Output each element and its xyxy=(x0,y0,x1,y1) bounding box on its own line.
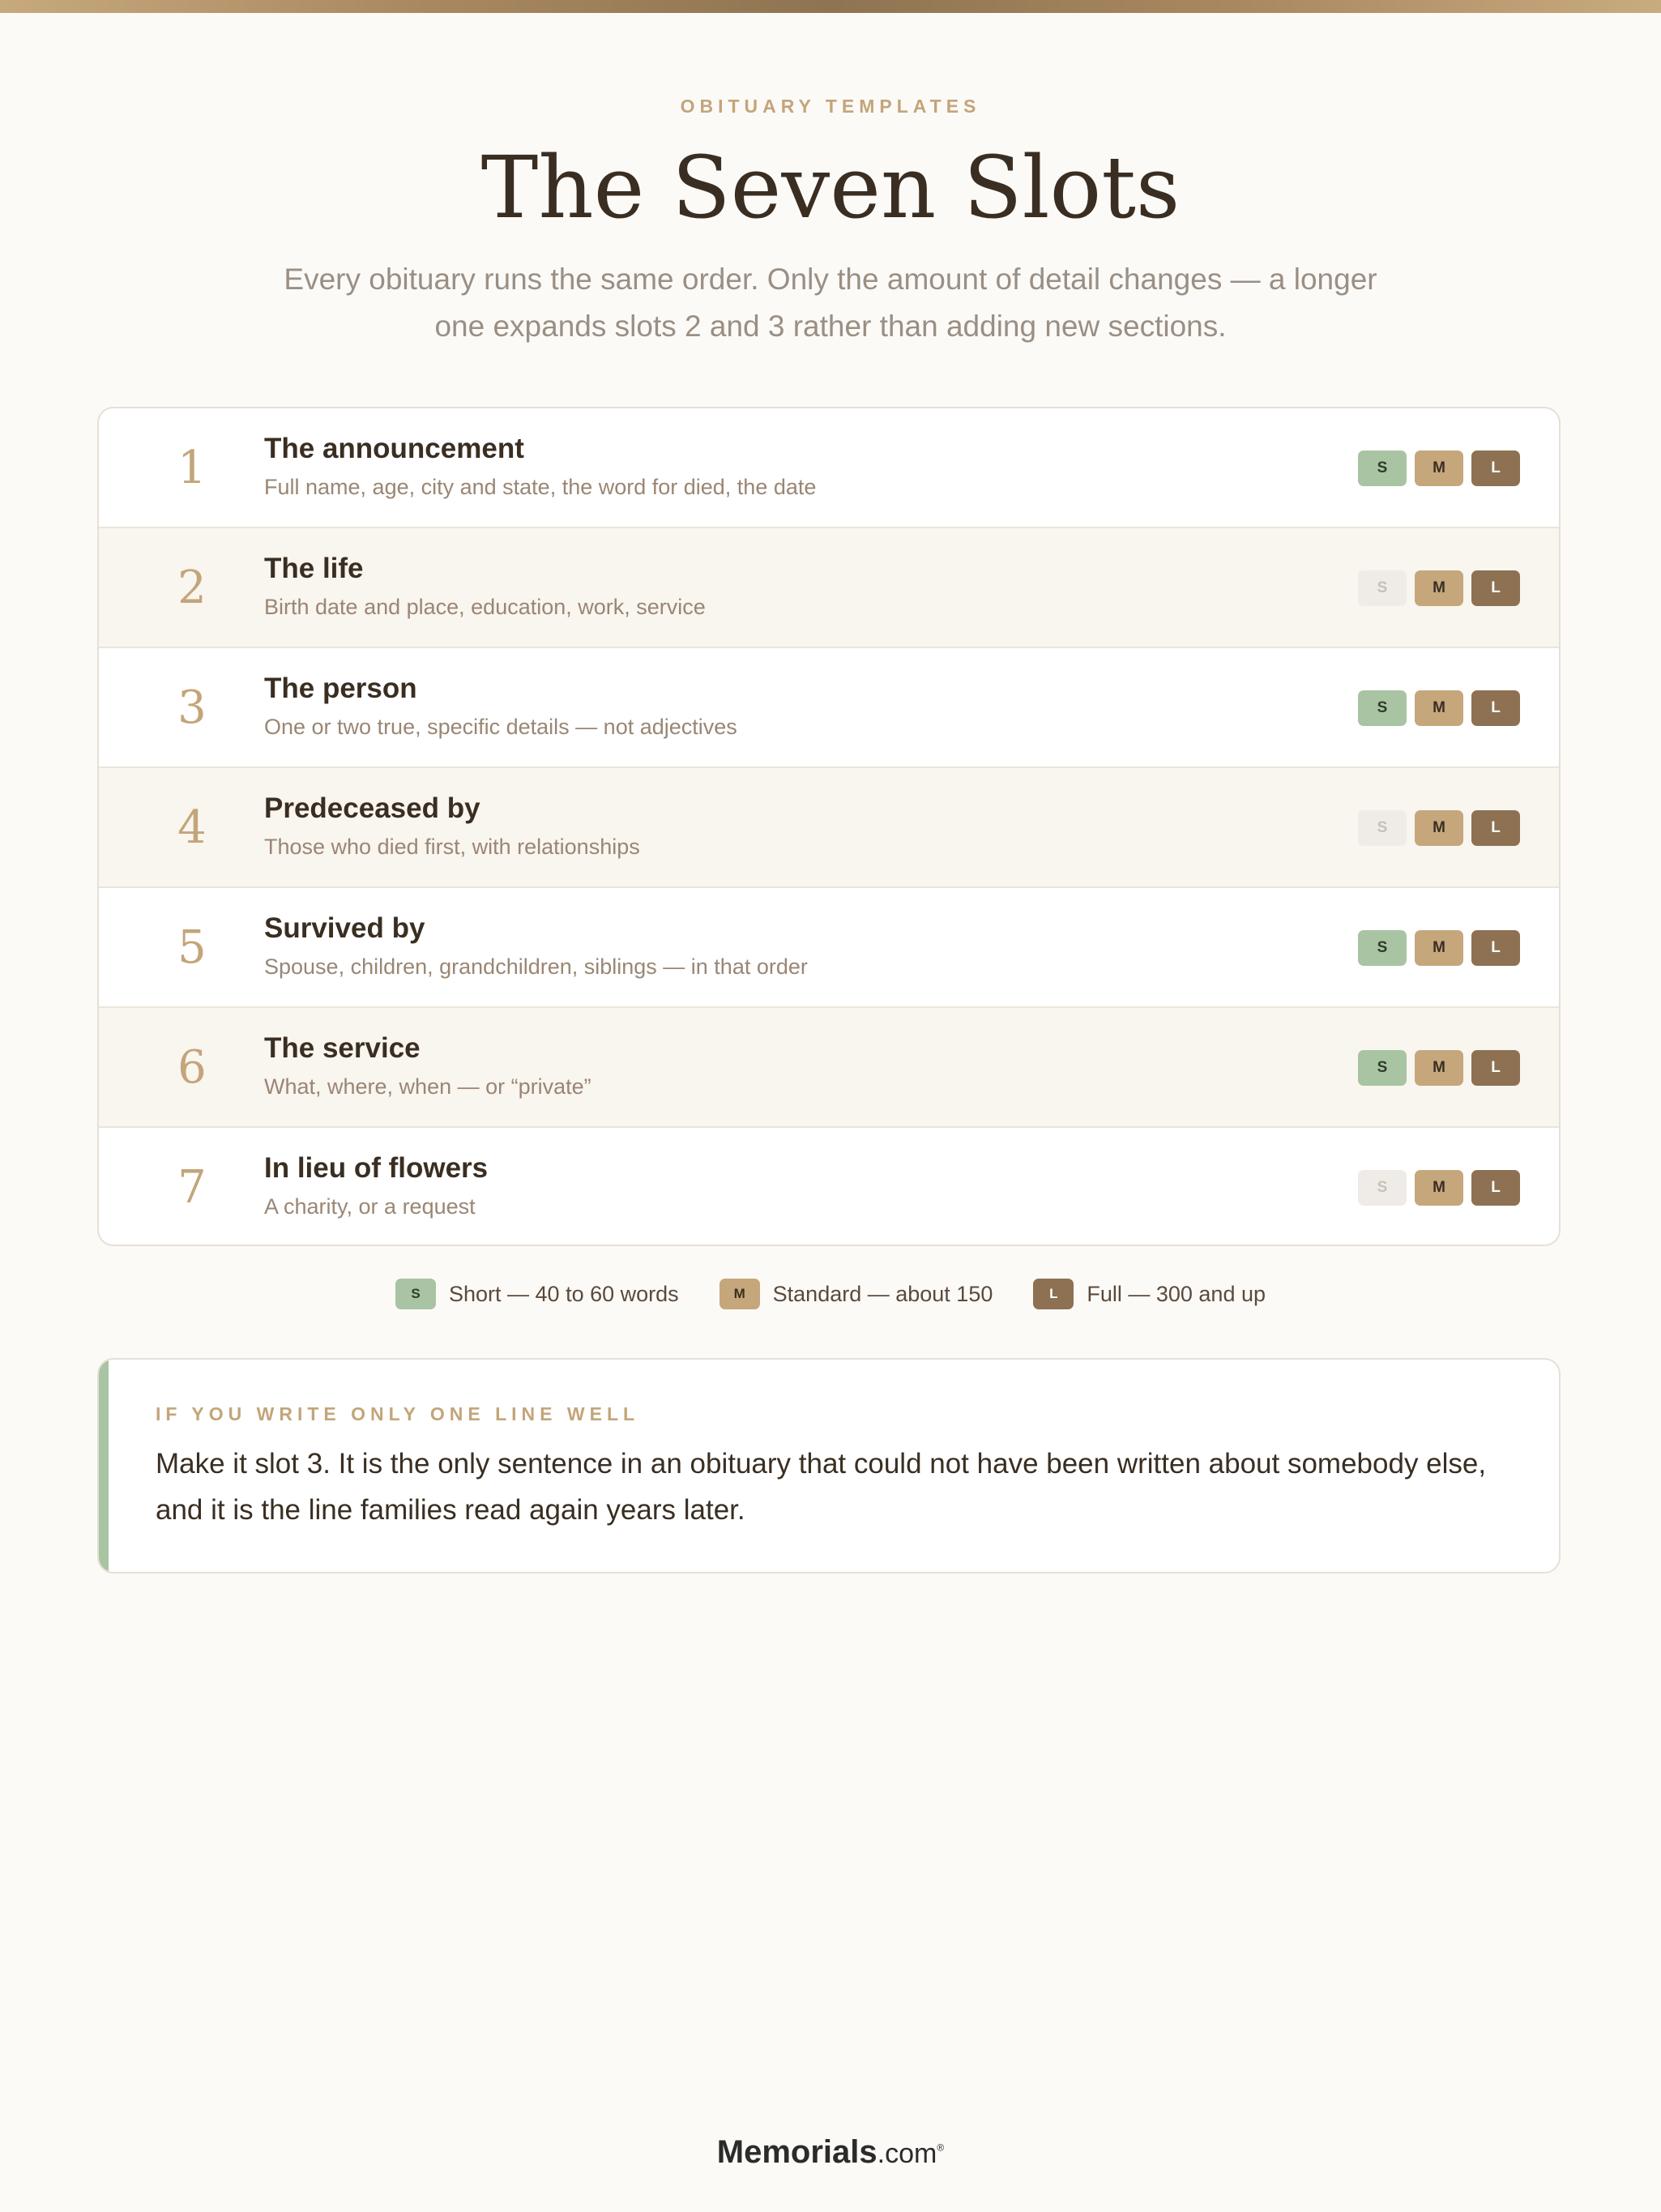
length-badges xyxy=(1358,1050,1520,1086)
length-badges xyxy=(1358,810,1520,846)
callout-label: IF YOU WRITE ONLY ONE LINE WELL xyxy=(156,1403,640,1424)
memorials-logo[interactable] xyxy=(0,2134,1661,2171)
legend-item-short xyxy=(395,1279,679,1309)
full-badge: L xyxy=(1471,570,1520,606)
length-legend xyxy=(0,1279,1661,1309)
slot-title: The announcement xyxy=(264,433,524,464)
length-badges xyxy=(1358,451,1520,486)
legend-item-full xyxy=(1033,1279,1266,1309)
slots-table xyxy=(97,407,1561,1246)
slot-number: 5 xyxy=(177,921,207,974)
slot-row xyxy=(99,768,1559,888)
legend-item-standard xyxy=(719,1279,993,1309)
length-badges xyxy=(1358,930,1520,966)
slot-row xyxy=(99,528,1559,648)
slot-row xyxy=(99,408,1559,528)
length-badges xyxy=(1358,690,1520,726)
slot-row xyxy=(99,648,1559,768)
short-badge: S xyxy=(1358,451,1407,486)
legend-label: Short — 40 to 60 words xyxy=(449,1281,679,1306)
standard-badge: M xyxy=(1415,930,1463,966)
full-badge: L xyxy=(1471,930,1520,966)
short-badge: S xyxy=(1358,1170,1407,1206)
standard-badge: M xyxy=(1415,451,1463,486)
short-badge: S xyxy=(395,1279,436,1309)
slot-row xyxy=(99,888,1559,1008)
standard-badge: M xyxy=(1415,1170,1463,1206)
full-badge: L xyxy=(1471,1050,1520,1086)
legend-label: Standard — about 150 xyxy=(772,1281,993,1306)
slot-title: The life xyxy=(264,553,364,584)
slot-title: The service xyxy=(264,1032,421,1064)
slot-description: Those who died first, with relationships xyxy=(264,835,640,859)
slot-description: Spouse, children, grandchildren, siblings — in that order xyxy=(264,954,808,979)
short-badge: S xyxy=(1358,810,1407,846)
full-badge: L xyxy=(1471,690,1520,726)
short-badge: S xyxy=(1358,690,1407,726)
short-badge: S xyxy=(1358,930,1407,966)
logo-main: Memorials xyxy=(716,2134,877,2170)
logo-suffix: .com xyxy=(877,2138,937,2169)
short-badge: S xyxy=(1358,570,1407,606)
length-badges xyxy=(1358,1170,1520,1206)
slot-description: One or two true, specific details — not adjectives xyxy=(264,715,737,739)
standard-badge: M xyxy=(719,1279,760,1309)
standard-badge: M xyxy=(1415,690,1463,726)
slot-title: Predeceased by xyxy=(264,792,480,824)
standard-badge: M xyxy=(1415,570,1463,606)
callout-text: Make it slot 3. It is the only sentence in an obituary that could not have been written about somebody else, and it is the line families read again years later. xyxy=(156,1448,1487,1526)
standard-badge: M xyxy=(1415,1050,1463,1086)
slot-description: Birth date and place, education, work, service xyxy=(264,595,706,619)
slot-title: In lieu of flowers xyxy=(264,1152,489,1184)
slot-number: 6 xyxy=(177,1041,207,1094)
slot-number: 7 xyxy=(177,1161,207,1214)
length-badges xyxy=(1358,570,1520,606)
slot-row xyxy=(99,1008,1559,1128)
page-subtitle: Every obituary runs the same order. Only the amount of detail changes — a longer one expands slots 2 and 3 rather than adding new sections. xyxy=(284,263,1377,343)
slot-row xyxy=(99,1128,1559,1246)
page-title: The Seven Slots xyxy=(480,138,1181,237)
short-badge: S xyxy=(1358,1050,1407,1086)
slot-number: 2 xyxy=(177,562,207,614)
slot-number: 3 xyxy=(177,681,207,734)
slot-number: 1 xyxy=(177,442,207,494)
standard-badge: M xyxy=(1415,810,1463,846)
top-accent-bar xyxy=(0,0,1661,13)
slot-title: The person xyxy=(264,673,417,704)
eyebrow-label: OBITUARY TEMPLATES xyxy=(680,96,981,117)
full-badge: L xyxy=(1471,810,1520,846)
callout-accent-bar xyxy=(99,1360,109,1572)
slot-title: Survived by xyxy=(264,912,425,944)
slot-description: Full name, age, city and state, the word for died, the date xyxy=(264,475,817,499)
slot-description: A charity, or a request xyxy=(264,1194,476,1219)
full-badge: L xyxy=(1471,451,1520,486)
slot-description: What, where, when — or “private” xyxy=(264,1074,591,1099)
slot-number: 4 xyxy=(177,801,207,854)
tip-callout xyxy=(97,1358,1561,1574)
full-badge: L xyxy=(1033,1279,1074,1309)
full-badge: L xyxy=(1471,1170,1520,1206)
legend-label: Full — 300 and up xyxy=(1087,1281,1266,1306)
logo-registered-mark: ® xyxy=(937,2142,945,2154)
